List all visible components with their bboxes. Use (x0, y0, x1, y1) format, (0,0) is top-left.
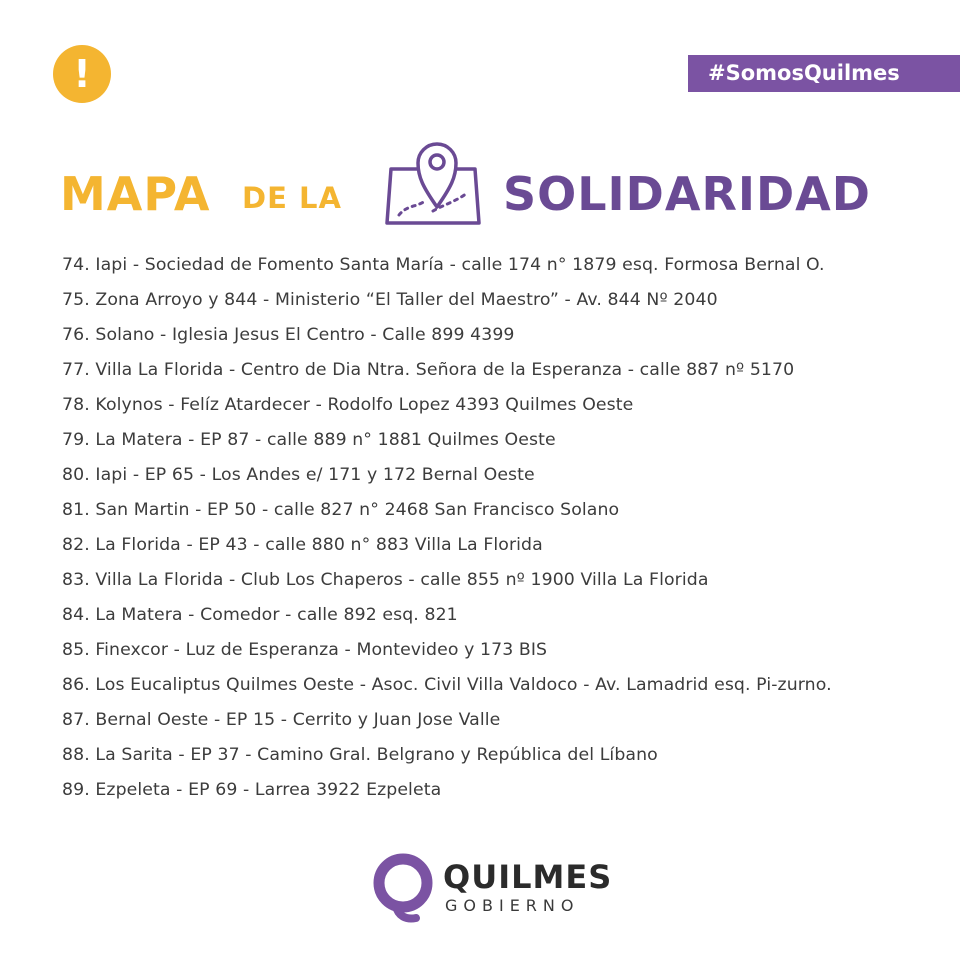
list-item: 81. San Martin - EP 50 - calle 827 n° 2468 San Francisco Solano (62, 500, 620, 520)
list-item: 76. Solano - Iglesia Jesus El Centro - Calle 899 4399 (62, 325, 515, 345)
hashtag-banner: #SomosQuilmes (688, 55, 960, 92)
locations-list (62, 254, 912, 814)
title-de-la: DE LA (242, 181, 342, 215)
list-item: 89. Ezpeleta - EP 69 - Larrea 3922 Ezpeleta (62, 780, 442, 800)
title-mapa: MAPA (60, 167, 211, 221)
list-item: 87. Bernal Oeste - EP 15 - Cerrito y Juan Jose Valle (62, 710, 501, 730)
list-item: 80. Iapi - EP 65 - Los Andes e/ 171 y 172 Bernal Oeste (62, 465, 535, 485)
quilmes-q-logo-icon (372, 852, 434, 924)
title-solidaridad: SOLIDARIDAD (503, 167, 871, 221)
list-item: 74. Iapi - Sociedad de Fomento Santa María - calle 174 n° 1879 esq. Formosa Bernal O. (62, 255, 825, 275)
map-pin-icon (385, 135, 481, 227)
logo-subtitle: GOBIERNO (445, 896, 580, 915)
list-item: 77. Villa La Florida - Centro de Dia Ntra. Señora de la Esperanza - calle 887 nº 5170 (62, 360, 795, 380)
list-item: 86. Los Eucaliptus Quilmes Oeste - Asoc. Civil Villa Valdoco - Av. Lamadrid esq. Pi-zurno. (62, 675, 832, 695)
list-item: 83. Villa La Florida - Club Los Chaperos - calle 855 nº 1900 Villa La Florida (62, 570, 709, 590)
list-item: 85. Finexcor - Luz de Esperanza - Montevideo y 173 BIS (62, 640, 548, 660)
list-item: 75. Zona Arroyo y 844 - Ministerio “El Taller del Maestro” - Av. 844 Nº 2040 (62, 290, 718, 310)
list-item: 82. La Florida - EP 43 - calle 880 n° 883 Villa La Florida (62, 535, 543, 555)
exclamation-icon: ! (53, 45, 111, 103)
list-item: 78. Kolynos - Felíz Atardecer - Rodolfo Lopez 4393 Quilmes Oeste (62, 395, 634, 415)
page-title (60, 130, 940, 230)
list-item: 88. La Sarita - EP 37 - Camino Gral. Belgrano y República del Líbano (62, 745, 658, 765)
list-item: 84. La Matera - Comedor - calle 892 esq. 821 (62, 605, 458, 625)
list-item: 79. La Matera - EP 87 - calle 889 n° 1881 Quilmes Oeste (62, 430, 556, 450)
logo-wordmark: QUILMES (443, 858, 613, 896)
